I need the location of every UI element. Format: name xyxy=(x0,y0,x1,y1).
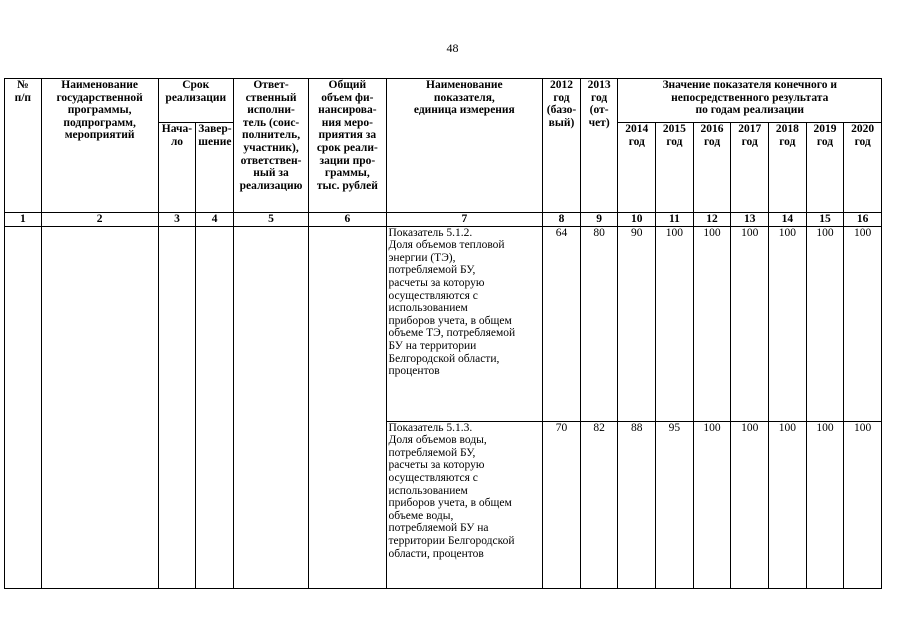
header-2013 xyxy=(580,79,618,213)
header-year-2019 xyxy=(806,123,844,213)
indicator-line: объеме ТЭ, потребляемой xyxy=(388,327,516,340)
column-number: 7 xyxy=(386,213,543,227)
header-text: ния меро- xyxy=(321,116,373,129)
header-text: срок реали- xyxy=(316,141,378,154)
indicator-line: расчеты за которую xyxy=(388,276,485,289)
header-text: Наименование xyxy=(426,79,503,91)
header-year-2018 xyxy=(769,123,807,213)
header-text: по годам реализации xyxy=(695,104,804,117)
header-text: Нача- xyxy=(161,123,193,135)
indicator-line: процентов xyxy=(388,365,440,378)
column-number: 14 xyxy=(769,213,807,227)
header-text: 2016 xyxy=(700,123,724,135)
column-number: 5 xyxy=(233,213,308,227)
value-2017: 100 xyxy=(731,421,769,588)
column-number: 15 xyxy=(806,213,844,227)
indicator-line: использованием xyxy=(388,302,468,315)
header-program xyxy=(41,79,158,213)
empty-cell xyxy=(41,226,158,588)
header-term-end xyxy=(196,123,234,213)
empty-cell xyxy=(196,226,234,588)
header-text: (от- xyxy=(589,104,609,117)
header-text: ный за xyxy=(253,167,289,180)
indicator-line: Показатель 5.1.3. xyxy=(388,421,473,434)
column-number: 16 xyxy=(844,213,882,227)
indicator-line: потребляемой БУ на xyxy=(388,522,489,535)
indicator-line: области, процентов xyxy=(388,547,484,560)
value-2012: 64 xyxy=(543,226,581,421)
empty-cell xyxy=(309,226,386,588)
header-text: год xyxy=(741,135,758,148)
header-text: год xyxy=(703,135,721,148)
header-text: 2014 xyxy=(625,123,649,135)
header-no xyxy=(5,79,42,213)
header-text: Значение показателя конечного и xyxy=(662,79,837,91)
value-2019: 100 xyxy=(806,421,844,588)
header-year-2015 xyxy=(656,123,694,213)
header-text: непосредственного результата xyxy=(671,91,829,104)
value-2018: 100 xyxy=(769,226,807,421)
header-indicator xyxy=(386,79,543,213)
header-funding xyxy=(309,79,386,213)
header-text: п/п xyxy=(14,91,32,104)
indicator-cell xyxy=(386,421,543,588)
empty-cell xyxy=(5,226,42,588)
column-number: 3 xyxy=(158,213,196,227)
indicator-line: Доля объемов тепловой xyxy=(388,239,505,252)
header-text: шение xyxy=(198,135,232,148)
header-text: программы, xyxy=(67,104,132,117)
indicator-line: Показатель 5.1.2. xyxy=(388,226,473,239)
header-text: единица измерения xyxy=(413,104,515,117)
header-text: № xyxy=(17,79,29,91)
indicator-line: Доля объемов воды, xyxy=(388,434,487,447)
value-2014: 88 xyxy=(618,421,656,588)
header-year-2020 xyxy=(844,123,882,213)
indicator-line: объеме воды, xyxy=(388,509,454,522)
value-2013: 80 xyxy=(580,226,618,421)
column-number-row xyxy=(5,213,882,227)
header-text: 2013 xyxy=(587,79,611,91)
header-text: полнитель, xyxy=(242,129,301,142)
header-text: Ответ- xyxy=(253,79,289,91)
header-text: исполни- xyxy=(247,104,295,117)
column-number: 1 xyxy=(5,213,42,227)
indicator-line: осуществляются с xyxy=(388,471,478,484)
header-text: ственный xyxy=(245,91,297,104)
header-text: год xyxy=(816,135,834,148)
indicator-line: расчеты за которую xyxy=(388,459,485,472)
value-2018: 100 xyxy=(769,421,807,588)
indicator-line: территории Белгородской xyxy=(388,534,515,547)
table-row xyxy=(5,226,882,421)
empty-cell xyxy=(158,226,196,588)
header-text: 2018 xyxy=(775,123,799,135)
header-text: показателя, xyxy=(433,91,495,104)
header-text: реализацию xyxy=(239,179,303,192)
empty-cell xyxy=(233,226,308,588)
header-text: год xyxy=(854,135,871,148)
page-number: 48 xyxy=(446,41,459,55)
header-text: чет) xyxy=(588,116,610,129)
header-year-2014 xyxy=(618,123,656,213)
header-text: Срок xyxy=(182,79,210,91)
column-number: 6 xyxy=(309,213,386,227)
header-term-start xyxy=(158,123,196,213)
header-text: тель (соис- xyxy=(242,116,300,129)
indicator-line: осуществляются с xyxy=(388,289,478,302)
indicator-line: Белгородской области, xyxy=(388,352,500,365)
value-2013: 82 xyxy=(580,421,618,588)
header-text: 2019 xyxy=(813,123,837,135)
header-values-title xyxy=(618,79,882,123)
header-text: тыс. рублей xyxy=(316,179,378,192)
header-row-top xyxy=(5,79,882,123)
header-text: участник), xyxy=(243,141,299,154)
header-text: год xyxy=(779,135,796,148)
header-text: государственной xyxy=(56,91,143,104)
indicator-line: энергии (ТЭ), xyxy=(388,251,456,264)
value-2015: 95 xyxy=(656,421,694,588)
value-2014: 90 xyxy=(618,226,656,421)
value-2016: 100 xyxy=(693,421,731,588)
header-text: 2015 xyxy=(662,123,686,135)
column-number: 10 xyxy=(618,213,656,227)
indicator-line: потребляемой БУ, xyxy=(388,446,476,459)
value-2015: 100 xyxy=(656,226,694,421)
header-text: Общий xyxy=(328,79,367,91)
value-2017: 100 xyxy=(731,226,769,421)
indicator-table xyxy=(4,78,882,589)
header-text: ответствен- xyxy=(240,154,302,167)
header-text: объем фи- xyxy=(321,91,374,104)
header-text: 2012 xyxy=(549,79,573,91)
header-text: год xyxy=(591,91,608,104)
header-text: вый) xyxy=(548,116,575,129)
header-term xyxy=(158,79,233,123)
header-year-2016 xyxy=(693,123,731,213)
header-text: подпрограмм, xyxy=(63,116,136,129)
header-text: 2020 xyxy=(851,123,875,135)
value-2020: 100 xyxy=(844,226,882,421)
header-text: приятия за xyxy=(318,129,377,142)
column-number: 8 xyxy=(543,213,581,227)
header-text: ло xyxy=(170,135,184,148)
column-number: 2 xyxy=(41,213,158,227)
value-2019: 100 xyxy=(806,226,844,421)
header-text: год xyxy=(553,91,570,104)
header-year-2017 xyxy=(731,123,769,213)
column-number: 12 xyxy=(693,213,731,227)
header-text: зации про- xyxy=(319,154,376,167)
value-2012: 70 xyxy=(543,421,581,588)
column-number: 9 xyxy=(580,213,618,227)
header-text: нансирова- xyxy=(318,104,377,117)
header-text: год xyxy=(628,135,645,148)
header-text: реализации xyxy=(165,91,227,104)
indicator-line: БУ на территории xyxy=(388,339,477,352)
header-text: (базо- xyxy=(546,104,577,117)
value-2020: 100 xyxy=(844,421,882,588)
indicator-line: использованием xyxy=(388,484,468,497)
column-number: 11 xyxy=(656,213,694,227)
value-2016: 100 xyxy=(693,226,731,421)
indicator-line: потребляемой БУ, xyxy=(388,264,476,277)
indicator-line: приборов учета, в общем xyxy=(388,314,512,327)
header-text: мероприятий xyxy=(64,129,135,142)
indicator-cell xyxy=(386,226,543,421)
indicator-line: приборов учета, в общем xyxy=(388,497,512,510)
header-text: граммы, xyxy=(324,167,370,180)
header-text: Завер- xyxy=(198,123,232,135)
column-number: 13 xyxy=(731,213,769,227)
header-text: 2017 xyxy=(738,123,762,135)
column-number: 4 xyxy=(196,213,234,227)
header-text: год xyxy=(666,135,683,148)
header-executor xyxy=(233,79,308,213)
header-text: Наименование xyxy=(61,79,138,91)
header-2012 xyxy=(543,79,581,213)
